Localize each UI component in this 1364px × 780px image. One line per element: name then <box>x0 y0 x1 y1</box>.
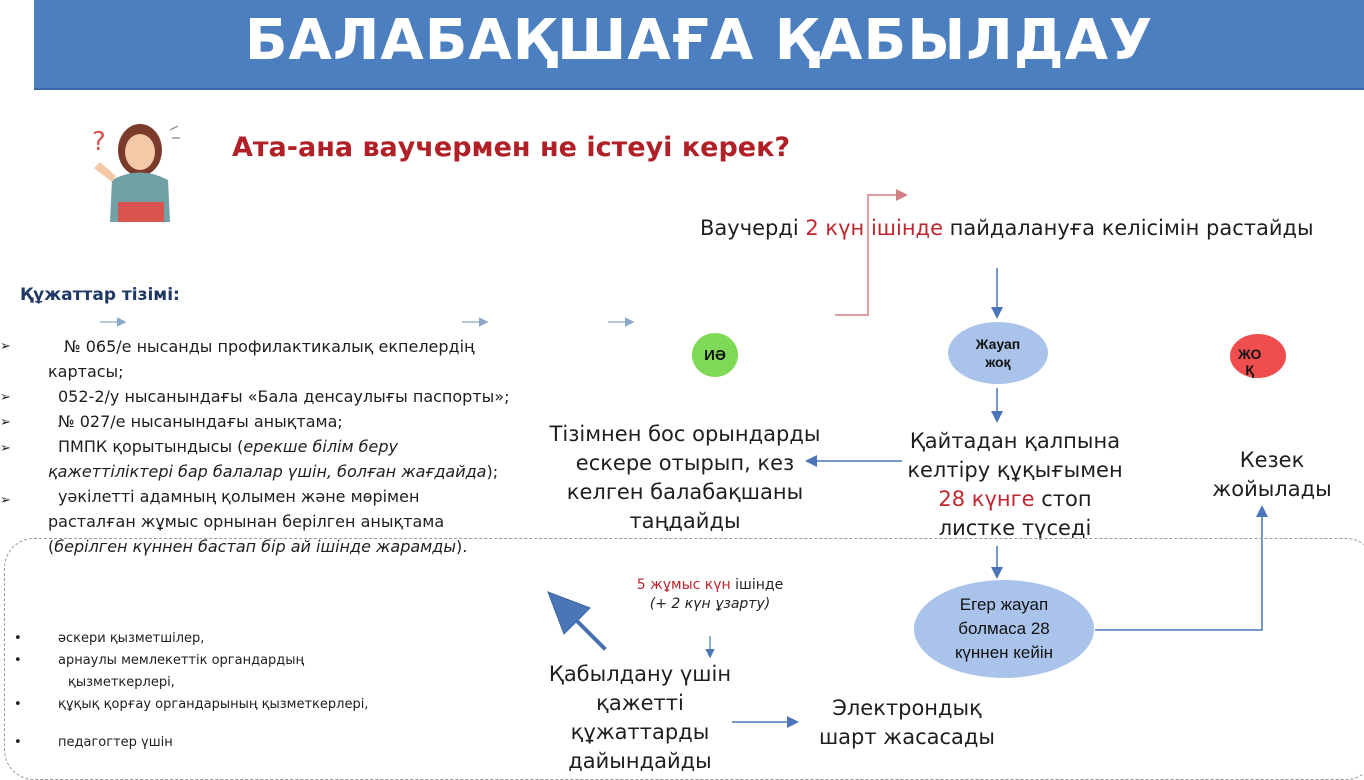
doc-item-1a: № 065/е нысанды профилактикалық екпелердің <box>64 337 475 356</box>
yes-oval: ИӘ <box>692 333 738 377</box>
documents-title: Құжаттар тізімі: <box>20 285 180 305</box>
no-answer-oval: Жауап жоқ <box>948 322 1048 384</box>
categories-bullets: • әскери қызметшілер, • арнаулы мемлекеттік органдардың қызметкерлері, • құқық қорғау органдарының қызметкерлері, • педагогтер үшін <box>14 631 369 750</box>
doc-item-1b: картасы; <box>48 362 124 381</box>
page-title: БАЛАБАҚШАҒА ҚАБЫЛДАУ <box>244 8 1154 73</box>
question-heading: Ата-ана ваучермен не істеуі керек? <box>232 132 791 163</box>
doc-item-5a: уәкілетті адамның қолымен және мөрімен <box>58 487 420 506</box>
no-oval: ЖО Қ <box>1230 334 1286 378</box>
prepare-docs-text: Қабылдану үшін қажетті құжаттарды дайындайды <box>548 662 732 773</box>
doc-arrow-icon: ➢ <box>0 389 11 404</box>
queue-removed-text: Кезек жойылады <box>1212 448 1332 501</box>
doc-item-5b: расталған жұмыс орнынан берілген анықтама <box>48 512 445 531</box>
doc-item-5c: (берілген күннен бастап бір ай ішінде жарамды). <box>48 537 468 556</box>
if-no-answer-oval: Егер жауап болмаса 28 күннен кейін <box>914 580 1094 678</box>
work-days-text: 5 жұмыс күн ішінде (+ 2 күн ұзарту) <box>636 577 784 612</box>
doc-item-2: 052-2/у нысанындағы «Бала денсаулығы паспорты»; <box>58 387 510 406</box>
voucher-confirm-text: Ваучерді 2 күн ішінде пайдалануға келісімін растайды <box>700 216 1314 240</box>
e-contract-text: Электрондық шарт жасасады <box>818 696 996 749</box>
choose-kindergarten-text: Тізімнен бос орындарды ескере отырып, кез келген балабақшаны таңдайды <box>549 422 821 533</box>
svg-text:?: ? <box>92 127 106 157</box>
doc-arrow-icon: ➢ <box>0 338 11 353</box>
doc-item-4a: ПМПК қорытындысы (ерекше білім беру <box>58 437 398 456</box>
stop-list-text: Қайтадан қалпына келтіру құқығымен 28 күнге стоп листке түседі <box>907 429 1123 540</box>
doc-arrow-icon: ➢ <box>0 414 11 429</box>
documents-list <box>48 334 522 559</box>
doc-item-4b: қажеттіліктері бар балалар үшін, болған жағдайда); <box>48 462 499 481</box>
doc-arrow-icon: ➢ <box>0 492 11 507</box>
doc-arrow-icon: ➢ <box>0 440 11 455</box>
doc-item-3: № 027/е нысанындағы анықтама; <box>58 412 343 431</box>
